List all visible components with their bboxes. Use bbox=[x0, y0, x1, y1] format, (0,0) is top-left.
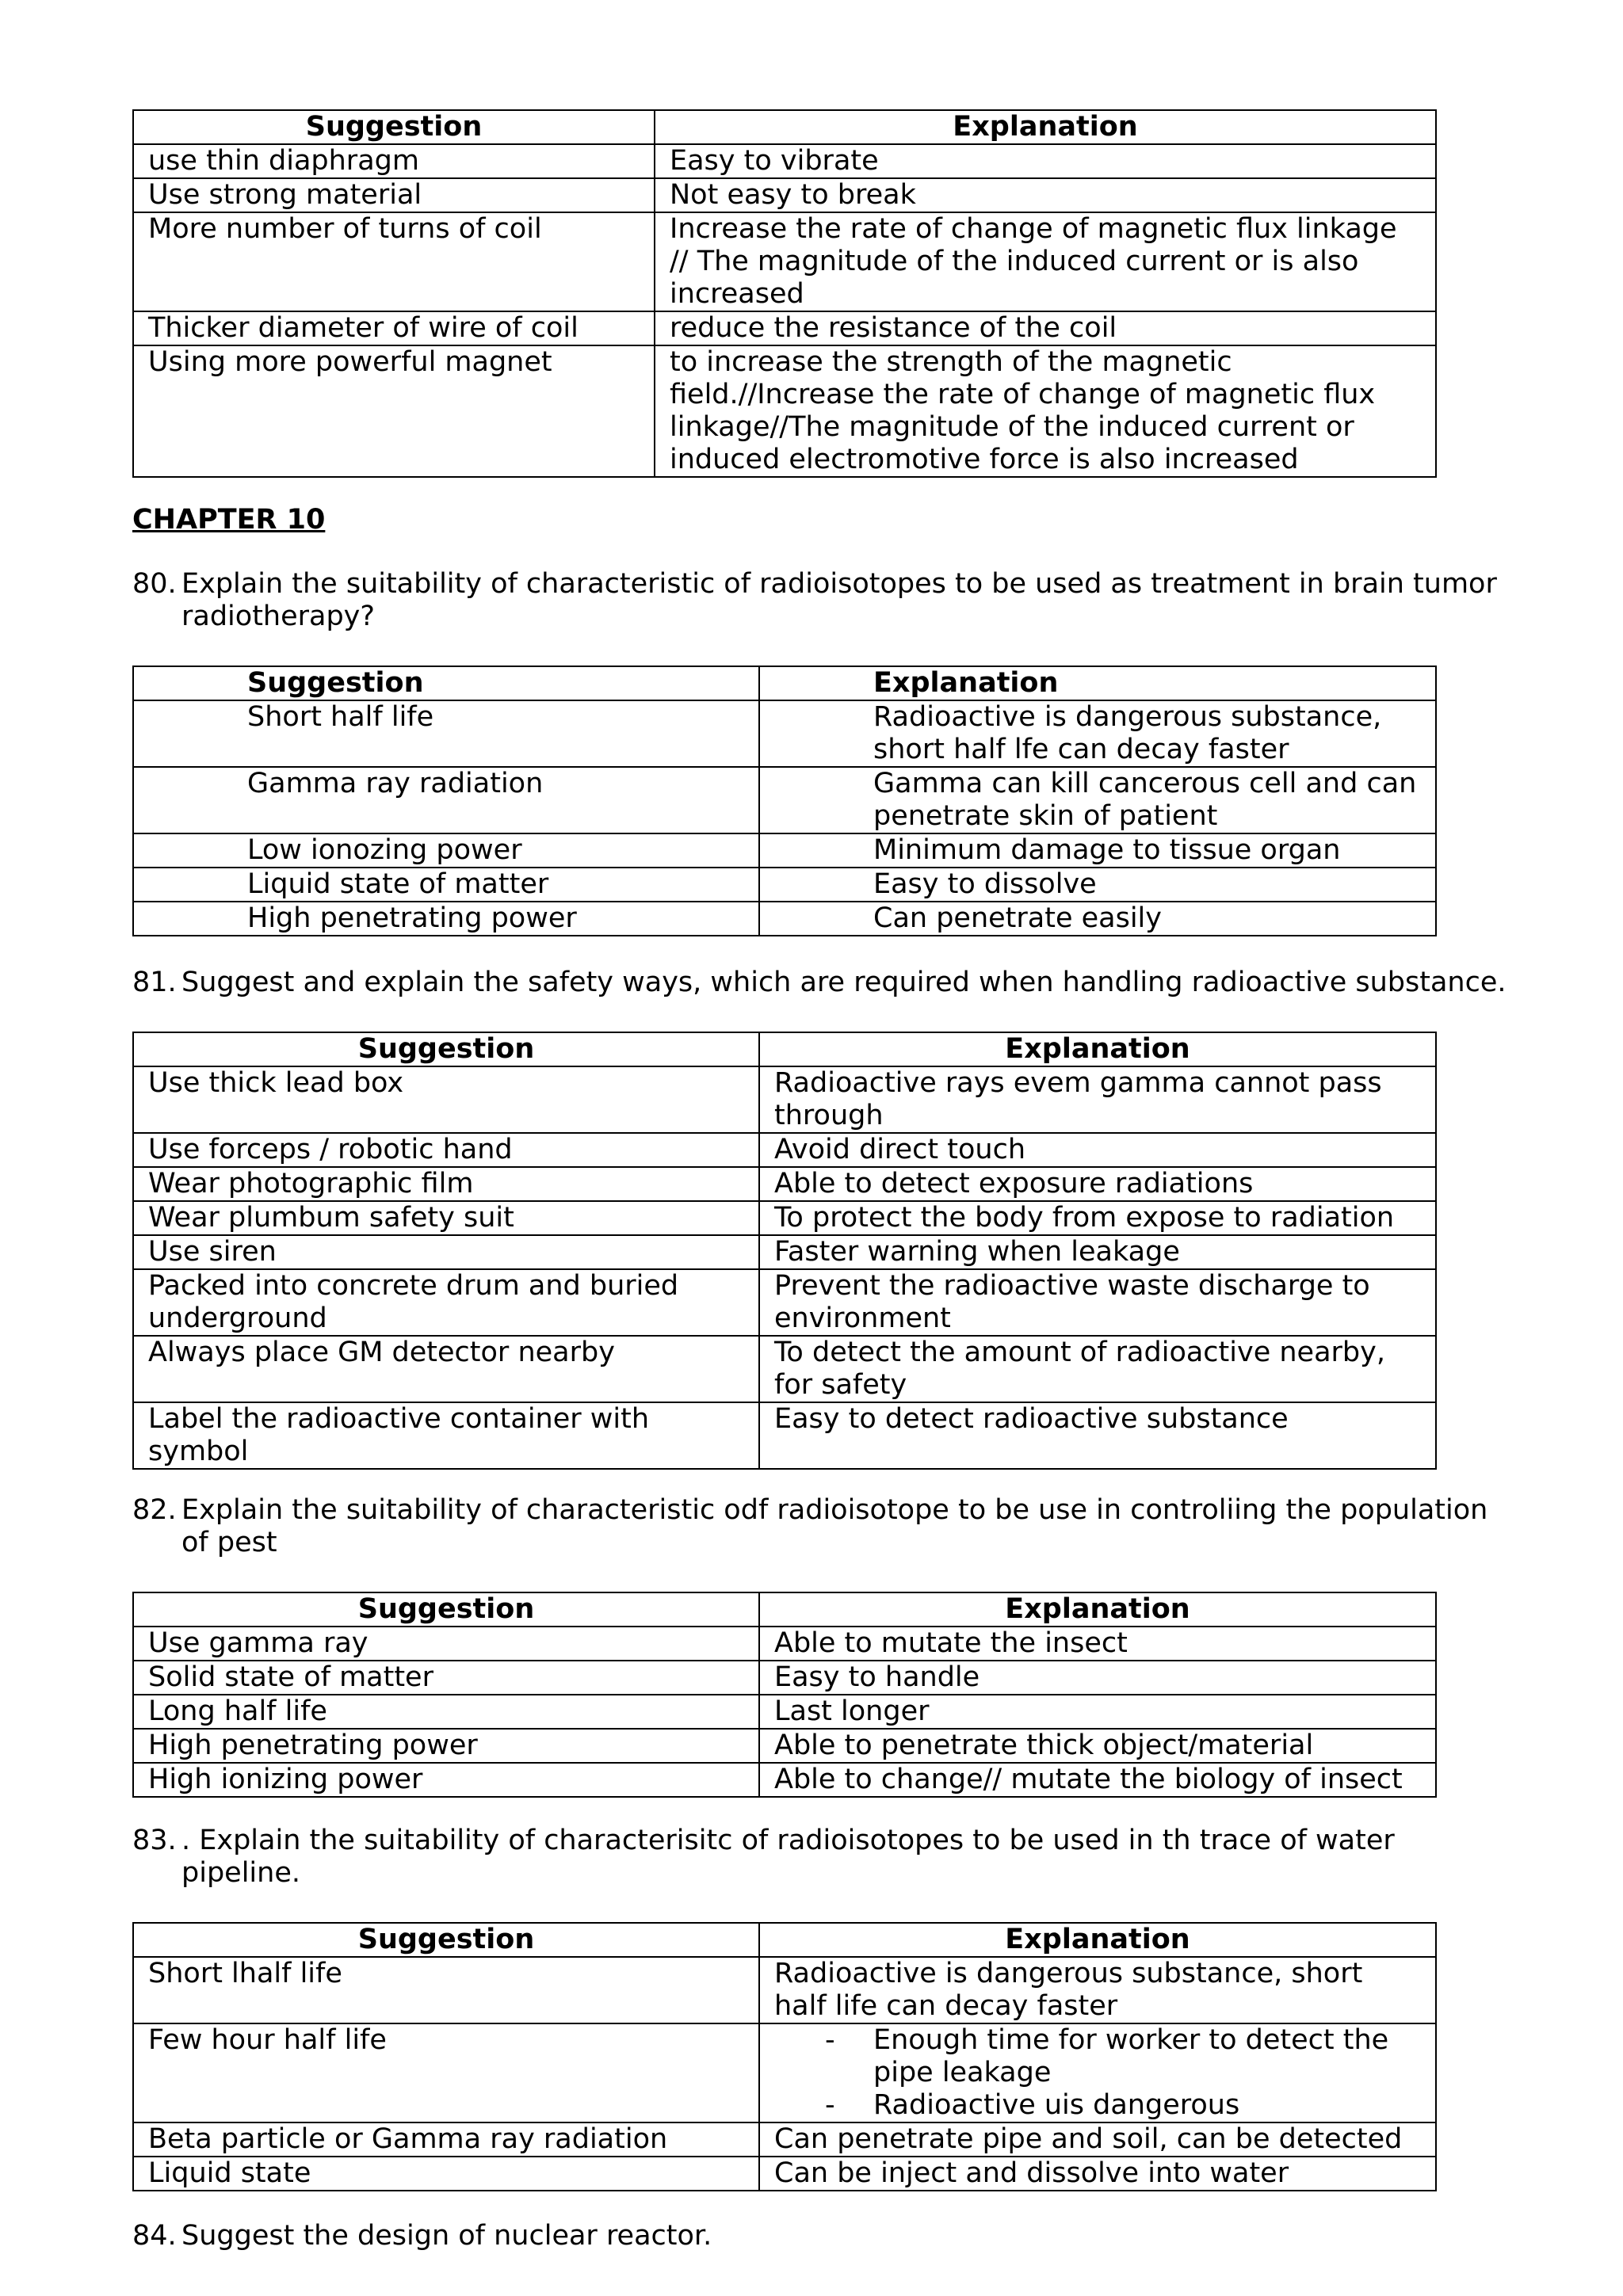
cell-suggestion: Use gamma ray bbox=[133, 1627, 759, 1661]
table-row bbox=[133, 178, 1436, 212]
cell-explanation: Can be inject and dissolve into water bbox=[759, 2157, 1436, 2191]
table-header-row bbox=[133, 1032, 1436, 1066]
cell-suggestion: Low ionozing power bbox=[133, 833, 759, 868]
question-81 bbox=[132, 967, 1511, 999]
cell-suggestion: Use forceps / robotic hand bbox=[133, 1133, 759, 1167]
header-suggestion: Suggestion bbox=[133, 1032, 759, 1066]
table-row bbox=[133, 1763, 1436, 1797]
table-microphone-design bbox=[132, 109, 1437, 478]
table-q80 bbox=[132, 666, 1437, 936]
table-row bbox=[133, 767, 1436, 833]
cell-suggestion: Packed into concrete drum and buried underground bbox=[133, 1269, 759, 1336]
table-header-row bbox=[133, 110, 1436, 144]
cell-explanation: To protect the body from expose to radiation bbox=[759, 1201, 1436, 1235]
table-row bbox=[133, 902, 1436, 936]
cell-suggestion: Wear photographic film bbox=[133, 1167, 759, 1201]
cell-suggestion: Use thick lead box bbox=[133, 1066, 759, 1133]
header-explanation: Explanation bbox=[759, 1923, 1436, 1957]
explanation-bullet-list bbox=[774, 2024, 1421, 2122]
header-explanation: Explanation bbox=[655, 110, 1436, 144]
table-header-row bbox=[133, 666, 1436, 700]
table-row bbox=[133, 311, 1436, 345]
cell-explanation: Minimum damage to tissue organ bbox=[759, 833, 1436, 868]
cell-explanation: Can penetrate pipe and soil, can be detected bbox=[759, 2122, 1436, 2157]
table-row bbox=[133, 1695, 1436, 1729]
question-text: . Explain the suitability of characterisitc of radioisotopes to be used in th trace of water pipeline. bbox=[181, 1825, 1395, 1889]
cell-explanation: Easy to handle bbox=[759, 1661, 1436, 1695]
header-suggestion: Suggestion bbox=[133, 666, 759, 700]
question-number: 81. bbox=[132, 967, 177, 998]
bullet-item: - Enough time for worker to detect the pipe leakage bbox=[774, 2024, 1421, 2089]
cell-suggestion: Label the radioactive container with symbol bbox=[133, 1402, 759, 1469]
table-row bbox=[133, 868, 1436, 902]
cell-suggestion: High penetrating power bbox=[133, 1729, 759, 1763]
cell-suggestion: More number of turns of coil bbox=[133, 212, 655, 311]
question-83 bbox=[132, 1825, 1511, 1890]
table-row bbox=[133, 2122, 1436, 2157]
table-q83 bbox=[132, 1922, 1437, 2191]
cell-suggestion: Use siren bbox=[133, 1235, 759, 1269]
table-row bbox=[133, 833, 1436, 868]
question-number: 83. bbox=[132, 1825, 177, 1856]
cell-explanation: Avoid direct touch bbox=[759, 1133, 1436, 1167]
cell-explanation: Gamma can kill cancerous cell and can penetrate skin of patient bbox=[759, 767, 1436, 833]
cell-explanation: Able to detect exposure radiations bbox=[759, 1167, 1436, 1201]
cell-explanation: To detect the amount of radioactive nearby, for safety bbox=[759, 1336, 1436, 1402]
cell-explanation: reduce the resistance of the coil bbox=[655, 311, 1436, 345]
cell-explanation: Able to change// mutate the biology of insect bbox=[759, 1763, 1436, 1797]
table-row bbox=[133, 1167, 1436, 1201]
header-suggestion: Suggestion bbox=[133, 1923, 759, 1957]
table-q81 bbox=[132, 1032, 1437, 1470]
cell-suggestion: Wear plumbum safety suit bbox=[133, 1201, 759, 1235]
question-84 bbox=[132, 2220, 1511, 2252]
cell-explanation: Not easy to break bbox=[655, 178, 1436, 212]
table-row bbox=[133, 144, 1436, 178]
cell-suggestion: Short lhalf life bbox=[133, 1957, 759, 2023]
table-row bbox=[133, 1957, 1436, 2023]
header-explanation: Explanation bbox=[759, 1592, 1436, 1627]
cell-explanation: Easy to vibrate bbox=[655, 144, 1436, 178]
header-suggestion: Suggestion bbox=[133, 110, 655, 144]
chapter-heading: CHAPTER 10 bbox=[132, 504, 326, 536]
question-82 bbox=[132, 1494, 1511, 1559]
table-header-row bbox=[133, 1923, 1436, 1957]
cell-suggestion: Beta particle or Gamma ray radiation bbox=[133, 2122, 759, 2157]
cell-explanation: Easy to dissolve bbox=[759, 868, 1436, 902]
cell-suggestion: High ionizing power bbox=[133, 1763, 759, 1797]
table-row bbox=[133, 1336, 1436, 1402]
table-row bbox=[133, 345, 1436, 477]
cell-suggestion: Few hour half life bbox=[133, 2023, 759, 2122]
question-text: Explain the suitability of characteristic of radioisotopes to be used as treatment in brain tumor radiotherapy? bbox=[181, 568, 1497, 632]
table-row bbox=[133, 1627, 1436, 1661]
table-row bbox=[133, 1661, 1436, 1695]
question-number: 84. bbox=[132, 2220, 177, 2252]
cell-explanation: Radioactive is dangerous substance, short half lfe can decay faster bbox=[759, 700, 1436, 767]
cell-suggestion: Solid state of matter bbox=[133, 1661, 759, 1695]
cell-explanation: to increase the strength of the magnetic field.//Increase the rate of change of magnetic flux linkage//The magnitude of the induced current or induced electromotive force is also increased bbox=[655, 345, 1436, 477]
cell-explanation bbox=[759, 2023, 1436, 2122]
table-row bbox=[133, 700, 1436, 767]
cell-explanation: Increase the rate of change of magnetic flux linkage // The magnitude of the induced current or is also increased bbox=[655, 212, 1436, 311]
cell-suggestion: Long half life bbox=[133, 1695, 759, 1729]
cell-suggestion: Using more powerful magnet bbox=[133, 345, 655, 477]
cell-suggestion: use thin diaphragm bbox=[133, 144, 655, 178]
table-row bbox=[133, 1133, 1436, 1167]
question-number: 82. bbox=[132, 1494, 177, 1526]
question-text: Explain the suitability of characteristic odf radioisotope to be use in controliing the population of pest bbox=[181, 1494, 1488, 1558]
cell-suggestion: Short half life bbox=[133, 700, 759, 767]
cell-explanation: Able to mutate the insect bbox=[759, 1627, 1436, 1661]
cell-suggestion: Thicker diameter of wire of coil bbox=[133, 311, 655, 345]
question-text: Suggest the design of nuclear reactor. bbox=[181, 2220, 712, 2252]
header-explanation: Explanation bbox=[759, 666, 1436, 700]
table-row bbox=[133, 2157, 1436, 2191]
question-text: Suggest and explain the safety ways, which are required when handling radioactive substance. bbox=[181, 967, 1507, 998]
cell-suggestion: Use strong material bbox=[133, 178, 655, 212]
question-number: 80. bbox=[132, 568, 177, 600]
question-80 bbox=[132, 568, 1511, 633]
cell-explanation: Easy to detect radioactive substance bbox=[759, 1402, 1436, 1469]
cell-suggestion: High penetrating power bbox=[133, 902, 759, 936]
header-explanation: Explanation bbox=[759, 1032, 1436, 1066]
cell-explanation: Prevent the radioactive waste discharge to environment bbox=[759, 1269, 1436, 1336]
cell-suggestion: Always place GM detector nearby bbox=[133, 1336, 759, 1402]
table-row bbox=[133, 2023, 1436, 2122]
table-row bbox=[133, 1235, 1436, 1269]
cell-explanation: Faster warning when leakage bbox=[759, 1235, 1436, 1269]
table-row bbox=[133, 1201, 1436, 1235]
table-q82 bbox=[132, 1592, 1437, 1798]
cell-explanation: Radioactive is dangerous substance, short half life can decay faster bbox=[759, 1957, 1436, 2023]
table-row bbox=[133, 1729, 1436, 1763]
table-header-row bbox=[133, 1592, 1436, 1627]
cell-explanation: Radioactive rays evem gamma cannot pass through bbox=[759, 1066, 1436, 1133]
cell-explanation: Last longer bbox=[759, 1695, 1436, 1729]
cell-explanation: Able to penetrate thick object/material bbox=[759, 1729, 1436, 1763]
table-row bbox=[133, 212, 1436, 311]
table-row bbox=[133, 1066, 1436, 1133]
cell-suggestion: Liquid state bbox=[133, 2157, 759, 2191]
cell-explanation: Can penetrate easily bbox=[759, 902, 1436, 936]
table-row bbox=[133, 1269, 1436, 1336]
cell-suggestion: Liquid state of matter bbox=[133, 868, 759, 902]
table-row bbox=[133, 1402, 1436, 1469]
bullet-item: - Radioactive uis dangerous bbox=[774, 2089, 1421, 2122]
cell-suggestion: Gamma ray radiation bbox=[133, 767, 759, 833]
header-suggestion: Suggestion bbox=[133, 1592, 759, 1627]
